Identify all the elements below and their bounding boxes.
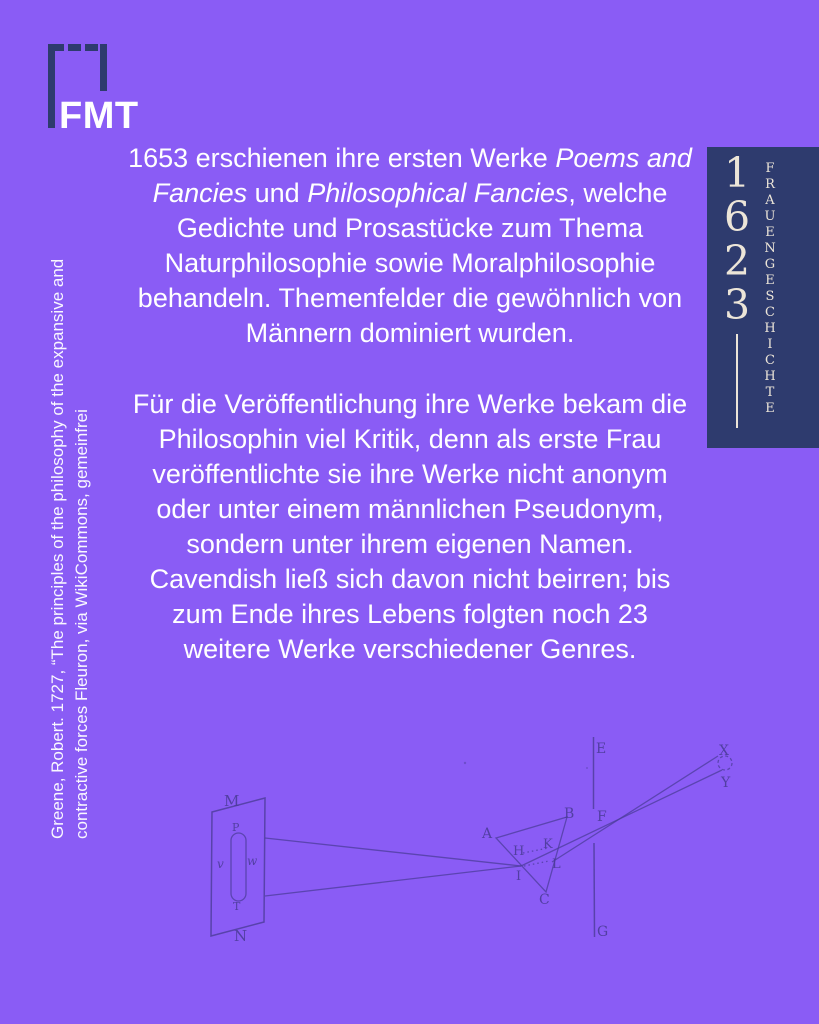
banner-letter: C bbox=[765, 305, 775, 320]
label-x: X bbox=[719, 743, 729, 759]
banner-letter: N bbox=[764, 241, 776, 256]
credit-line: Greene, Robert. 1727, “The principles of the philosophy of the expansive and bbox=[48, 258, 67, 839]
text-line: Naturphilosophie sowie Moralphilosophie bbox=[164, 248, 656, 278]
text-line: weitere Werke verschiedener Genres. bbox=[183, 634, 637, 664]
label-y: Y bbox=[721, 775, 731, 791]
engraving-screen-lower bbox=[594, 843, 595, 937]
banner-letter: R bbox=[765, 177, 775, 192]
text-line: Männern dominiert wurden. bbox=[245, 318, 575, 348]
label-p: P bbox=[232, 821, 240, 834]
paragraph-2 bbox=[90, 387, 730, 667]
fmt-logo bbox=[48, 44, 143, 139]
banner-vertical-rule bbox=[736, 334, 738, 428]
label-k: K bbox=[543, 837, 553, 852]
banner-letter: S bbox=[765, 289, 775, 304]
text-line: behandeln. Themenfelder die gewöhnlich von bbox=[137, 283, 683, 313]
banner-letter: T bbox=[765, 385, 775, 400]
banner-letter: E bbox=[765, 225, 775, 240]
banner-letter: I bbox=[767, 337, 773, 352]
logo-bracket-right-bar bbox=[100, 44, 107, 91]
engraving-dotted-il bbox=[524, 861, 549, 866]
label-b: B bbox=[564, 806, 575, 822]
label-m: M bbox=[224, 792, 240, 810]
engraving-ray-to-x bbox=[552, 756, 718, 862]
text-line: Cavendish ließ sich davon nicht beirren; bis bbox=[149, 564, 671, 594]
text-line: veröffentlichte sie ihre Werke nicht anonym bbox=[152, 459, 668, 489]
paragraph-1 bbox=[90, 141, 730, 351]
label-t: T bbox=[233, 900, 241, 913]
text-line: Fancies und Philosophical Fancies, welche bbox=[152, 178, 668, 208]
engraving-svg bbox=[185, 715, 775, 965]
banner-letter: E bbox=[765, 273, 775, 288]
optics-engraving bbox=[185, 715, 775, 965]
year-digit: 1 bbox=[723, 149, 751, 197]
image-credit bbox=[46, 215, 94, 839]
text-line: Für die Veröffentlichung ihre Werke bekam die bbox=[132, 389, 688, 419]
banner-letter: U bbox=[764, 209, 776, 224]
banner-letter: G bbox=[764, 257, 776, 272]
text-line: Gedichte und Prosastücke zum Thema bbox=[176, 213, 644, 243]
banner-letter: F bbox=[765, 161, 775, 176]
year-digit: 3 bbox=[723, 281, 751, 329]
label-g: G bbox=[597, 924, 609, 940]
engraving-speck bbox=[464, 762, 466, 764]
year-digit: 2 bbox=[723, 237, 751, 285]
label-f: F bbox=[597, 809, 607, 825]
label-c: C bbox=[539, 892, 550, 908]
engraving-slit bbox=[231, 833, 246, 901]
text-line: Philosophin viel Kritik, denn als erste Frau bbox=[158, 424, 662, 454]
banner-letter: C bbox=[765, 353, 775, 368]
credit-line: contractive forces Fleuron, via WikiCommons, gemeinfrei bbox=[72, 409, 91, 839]
text-line: 1653 erschienen ihre ersten Werke Poems and bbox=[128, 143, 692, 173]
label-a: A bbox=[482, 826, 493, 842]
logo-bracket-dash bbox=[68, 44, 81, 51]
banner-letter: A bbox=[765, 193, 775, 208]
engraving-ray-bottom bbox=[265, 866, 521, 896]
logo-bracket-left-bar bbox=[48, 44, 55, 128]
engraving-speck bbox=[586, 767, 588, 769]
label-l: L bbox=[552, 857, 561, 872]
label-e: E bbox=[596, 741, 607, 757]
text-line: zum Ende ihres Lebens folgten noch 23 bbox=[172, 599, 648, 629]
logo-text: FMT bbox=[59, 95, 139, 137]
main-text bbox=[90, 141, 730, 667]
engraving-ray-top bbox=[265, 838, 521, 866]
logo-bracket-top-corner bbox=[48, 44, 64, 51]
banner-vertical-label bbox=[760, 162, 780, 415]
banner-letter: H bbox=[764, 321, 776, 336]
text-line: oder unter einem männlichen Pseudonym, bbox=[156, 494, 664, 524]
banner-letter: E bbox=[765, 401, 775, 416]
label-i: I bbox=[516, 869, 522, 884]
label-w: w bbox=[247, 854, 258, 868]
logo-bracket-dash bbox=[85, 44, 98, 51]
label-v: v bbox=[217, 857, 224, 871]
banner-letter: H bbox=[764, 369, 776, 384]
engraving-triangle bbox=[496, 817, 567, 892]
year-digit: 6 bbox=[723, 193, 751, 241]
text-line: sondern unter ihrem eigenen Namen. bbox=[186, 529, 634, 559]
label-h: H bbox=[513, 844, 525, 859]
label-n: N bbox=[234, 927, 248, 945]
